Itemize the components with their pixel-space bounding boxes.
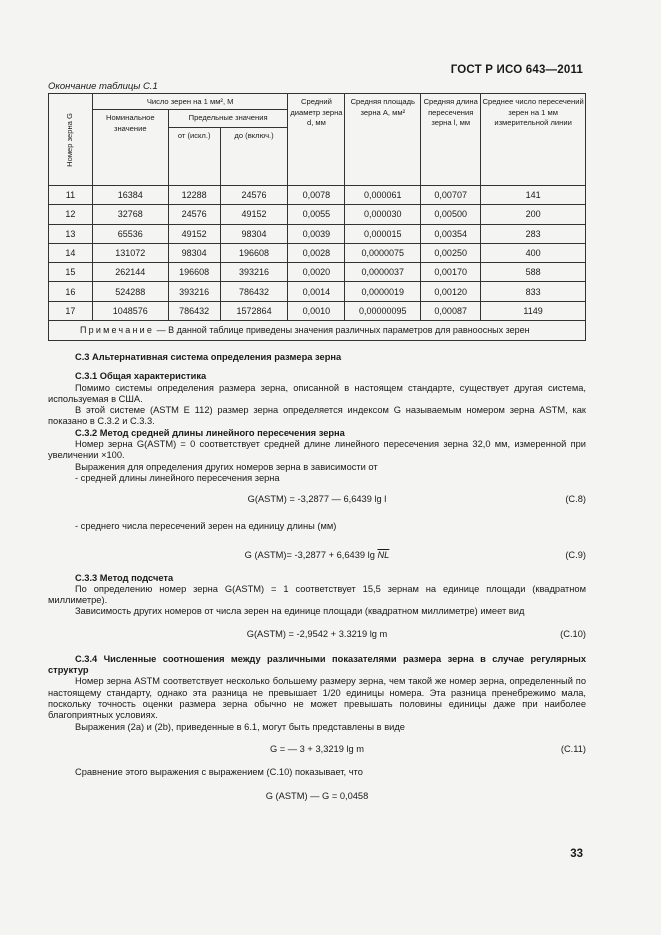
table-cell: 98304 xyxy=(220,224,288,243)
heading-c3-3: С.3.3 Метод подсчета xyxy=(75,572,174,583)
table-cell: 0,000015 xyxy=(345,224,421,243)
table-caption: Окончание таблицы С.1 xyxy=(48,81,158,92)
paragraph: Зависимость других номеров от числа зерен на единице площади (квадратном миллиметре) имеет вид xyxy=(75,606,525,617)
table-row xyxy=(49,282,586,301)
table-cell: 49152 xyxy=(220,205,288,224)
table-cell: 0,0078 xyxy=(288,186,345,205)
table-cell: 0,00170 xyxy=(421,263,481,282)
table-cell: 141 xyxy=(481,186,586,205)
table-cell: 786432 xyxy=(168,301,220,320)
table-cell: 833 xyxy=(481,282,586,301)
table-cell: 0,0000075 xyxy=(345,243,421,262)
table-cell: 12288 xyxy=(168,186,220,205)
table-cell: 49152 xyxy=(168,224,220,243)
standard-title: ГОСТ Р ИСО 643—2011 xyxy=(450,64,583,76)
table-cell: 262144 xyxy=(92,263,168,282)
table-note-row xyxy=(49,321,586,341)
table-cell: 12 xyxy=(49,205,93,224)
formula-number: (С.10) xyxy=(560,628,586,639)
table-cell: 16 xyxy=(49,282,93,301)
list-item: - среднего числа пересечений зерен на единицу длины (мм) xyxy=(75,521,337,532)
table-cell: 0,00087 xyxy=(421,301,481,320)
table-note xyxy=(49,321,586,341)
table-cell: 0,0028 xyxy=(288,243,345,262)
table-cell: 0,00354 xyxy=(421,224,481,243)
table-cell: 0,0014 xyxy=(288,282,345,301)
table-cell: 24576 xyxy=(220,186,288,205)
table-cell: 0,0000019 xyxy=(345,282,421,301)
table-cell: 131072 xyxy=(92,243,168,262)
table-cell: 0,0000037 xyxy=(345,263,421,282)
table-cell: 98304 xyxy=(168,243,220,262)
paragraph: Номер зерна G(ASTM) = 0 соответствует средней длине линейного пересечения зерна 32,0 мм, измеренной при увеличении ×100. xyxy=(48,439,586,461)
header-diameter: Средний диаметр зерна d, мм xyxy=(288,94,345,186)
table-cell: 13 xyxy=(49,224,93,243)
table-cell: 0,00120 xyxy=(421,282,481,301)
table-cell: 17 xyxy=(49,301,93,320)
formula-text: G = — 3 + 3,3219 lg m xyxy=(269,743,365,754)
table-cell: 16384 xyxy=(92,186,168,205)
table-row xyxy=(49,243,586,262)
table-cell: 1149 xyxy=(481,301,586,320)
table-cell: 14 xyxy=(49,243,93,262)
paragraph: По определению номер зерна G(ASTM) = 1 соответствует 15,5 зернам на единице площади (квадратном миллиметре). xyxy=(48,583,586,606)
header-nominal: Номинальное значение xyxy=(92,110,168,186)
header-area: Средняя площадь зерна A, мм² xyxy=(345,94,421,186)
table-cell: 0,00500 xyxy=(421,205,481,224)
heading-c3-2: С.3.2 Метод средней длины линейного пересечения зерна xyxy=(75,427,345,438)
table-row xyxy=(49,301,586,320)
formula-number: (С.11) xyxy=(560,743,586,754)
table-cell: 196608 xyxy=(220,243,288,262)
heading-c3-4: С.3.4 Численные соотношения между различными показателями размера зерна в случае регулярных структур xyxy=(48,653,586,676)
table-cell: 786432 xyxy=(220,282,288,301)
table-cell: 0,000030 xyxy=(345,205,421,224)
table-cell: 32768 xyxy=(92,205,168,224)
formula-text: G(ASTM) = -2,9542 + 3.3219 lg m xyxy=(246,628,388,639)
table-cell: 1572864 xyxy=(220,301,288,320)
header-length: Средняя длина пересечения зерна l, мм xyxy=(421,94,481,186)
table-cell: 0,0055 xyxy=(288,205,345,224)
section-c3 xyxy=(48,352,586,803)
formula-number: (С.8) xyxy=(565,494,586,505)
table-row xyxy=(49,186,586,205)
table-cell: 196608 xyxy=(168,263,220,282)
paragraph: Сравнение этого выражения с выражением (С.10) показывает, что xyxy=(75,766,363,777)
table-row xyxy=(49,263,586,282)
table-cell: 11 xyxy=(49,186,93,205)
table-cell: 588 xyxy=(481,263,586,282)
page-number: 33 xyxy=(570,848,583,860)
table-cell: 524288 xyxy=(92,282,168,301)
formula-text: G (ASTM) — G = 0,0458 xyxy=(265,791,369,802)
header-grain-number: Номер зерна G xyxy=(49,94,93,186)
formula-c10 xyxy=(48,629,586,641)
header-limits: Предельные значения xyxy=(168,110,288,128)
header-intersections: Среднее число пересечений зерен на 1 мм измерительной линии xyxy=(481,94,586,186)
table-cell: 0,0010 xyxy=(288,301,345,320)
table-cell: 0,00000095 xyxy=(345,301,421,320)
paragraph: В этой системе (ASTM E 112) размер зерна определяется индексом G называемым номером зерна ASTM, как показано в С.3.2 и С.3.3. xyxy=(48,405,586,427)
table-cell: 0,0039 xyxy=(288,224,345,243)
formula-c9 xyxy=(48,550,586,562)
table-cell: 0,00250 xyxy=(421,243,481,262)
table-cell: 200 xyxy=(481,205,586,224)
table-cell: 65536 xyxy=(92,224,168,243)
paragraph: Выражения (2а) и (2b), приведенные в 6.1, могут быть представлены в виде xyxy=(75,721,405,732)
table-cell: 24576 xyxy=(168,205,220,224)
heading-c3: С.3 Альтернативная система определения размера зерна xyxy=(75,352,342,362)
paragraph: Номер зерна ASTM соответствует несколько большему размеру зерна, чем такой же номер зерна, определенный по настоящему стандарту, однако эта разница не превышает 1/20 единицы номера. Эта разница пренебрежимо мала, поскольку точность оценки размера зерна обычно не может превышать половины единицы даже при наиболее благоприятных условиях. xyxy=(48,676,586,721)
paragraph: Выражения для определения других номеров зерна в зависимости от xyxy=(75,461,378,472)
formula-text: G(ASTM) = -3,2877 — 6,6439 lg l xyxy=(247,494,387,505)
table-cell: 283 xyxy=(481,224,586,243)
formula-c8 xyxy=(48,494,586,506)
grain-size-table xyxy=(48,93,586,341)
formula-number: (С.9) xyxy=(565,549,586,560)
note-text: — В данной таблице приведены значения различных параметров для равноосных зерен xyxy=(154,325,530,336)
formula-text: G (ASTM)= -3,2877 + 6,6439 $\lg \overline{NL}$ xyxy=(244,549,390,560)
table-row xyxy=(49,205,586,224)
table-cell: 400 xyxy=(481,243,586,262)
table-cell: 0,00707 xyxy=(421,186,481,205)
table-cell: 1048576 xyxy=(92,301,168,320)
table-cell: 15 xyxy=(49,263,93,282)
paragraph: Помимо системы определения размера зерна, описанной в настоящем стандарте, существует другая система, используемая в США. xyxy=(48,382,586,404)
table-row xyxy=(49,224,586,243)
heading-c3-1: С.3.1 Общая характеристика xyxy=(75,371,207,382)
note-label: Примечание xyxy=(80,325,155,336)
header-count-group: Число зерен на 1 мм², M xyxy=(92,94,288,110)
table-cell: 393216 xyxy=(220,263,288,282)
list-item: - средней длины линейного пересечения зерна xyxy=(75,472,280,483)
table-cell: 393216 xyxy=(168,282,220,301)
table-cell: 0,000061 xyxy=(345,186,421,205)
table-cell: 0,0020 xyxy=(288,263,345,282)
formula-result xyxy=(48,791,586,803)
header-from: от (искл.) xyxy=(168,128,220,186)
header-to: до (включ.) xyxy=(220,128,288,186)
formula-c11 xyxy=(48,744,586,756)
